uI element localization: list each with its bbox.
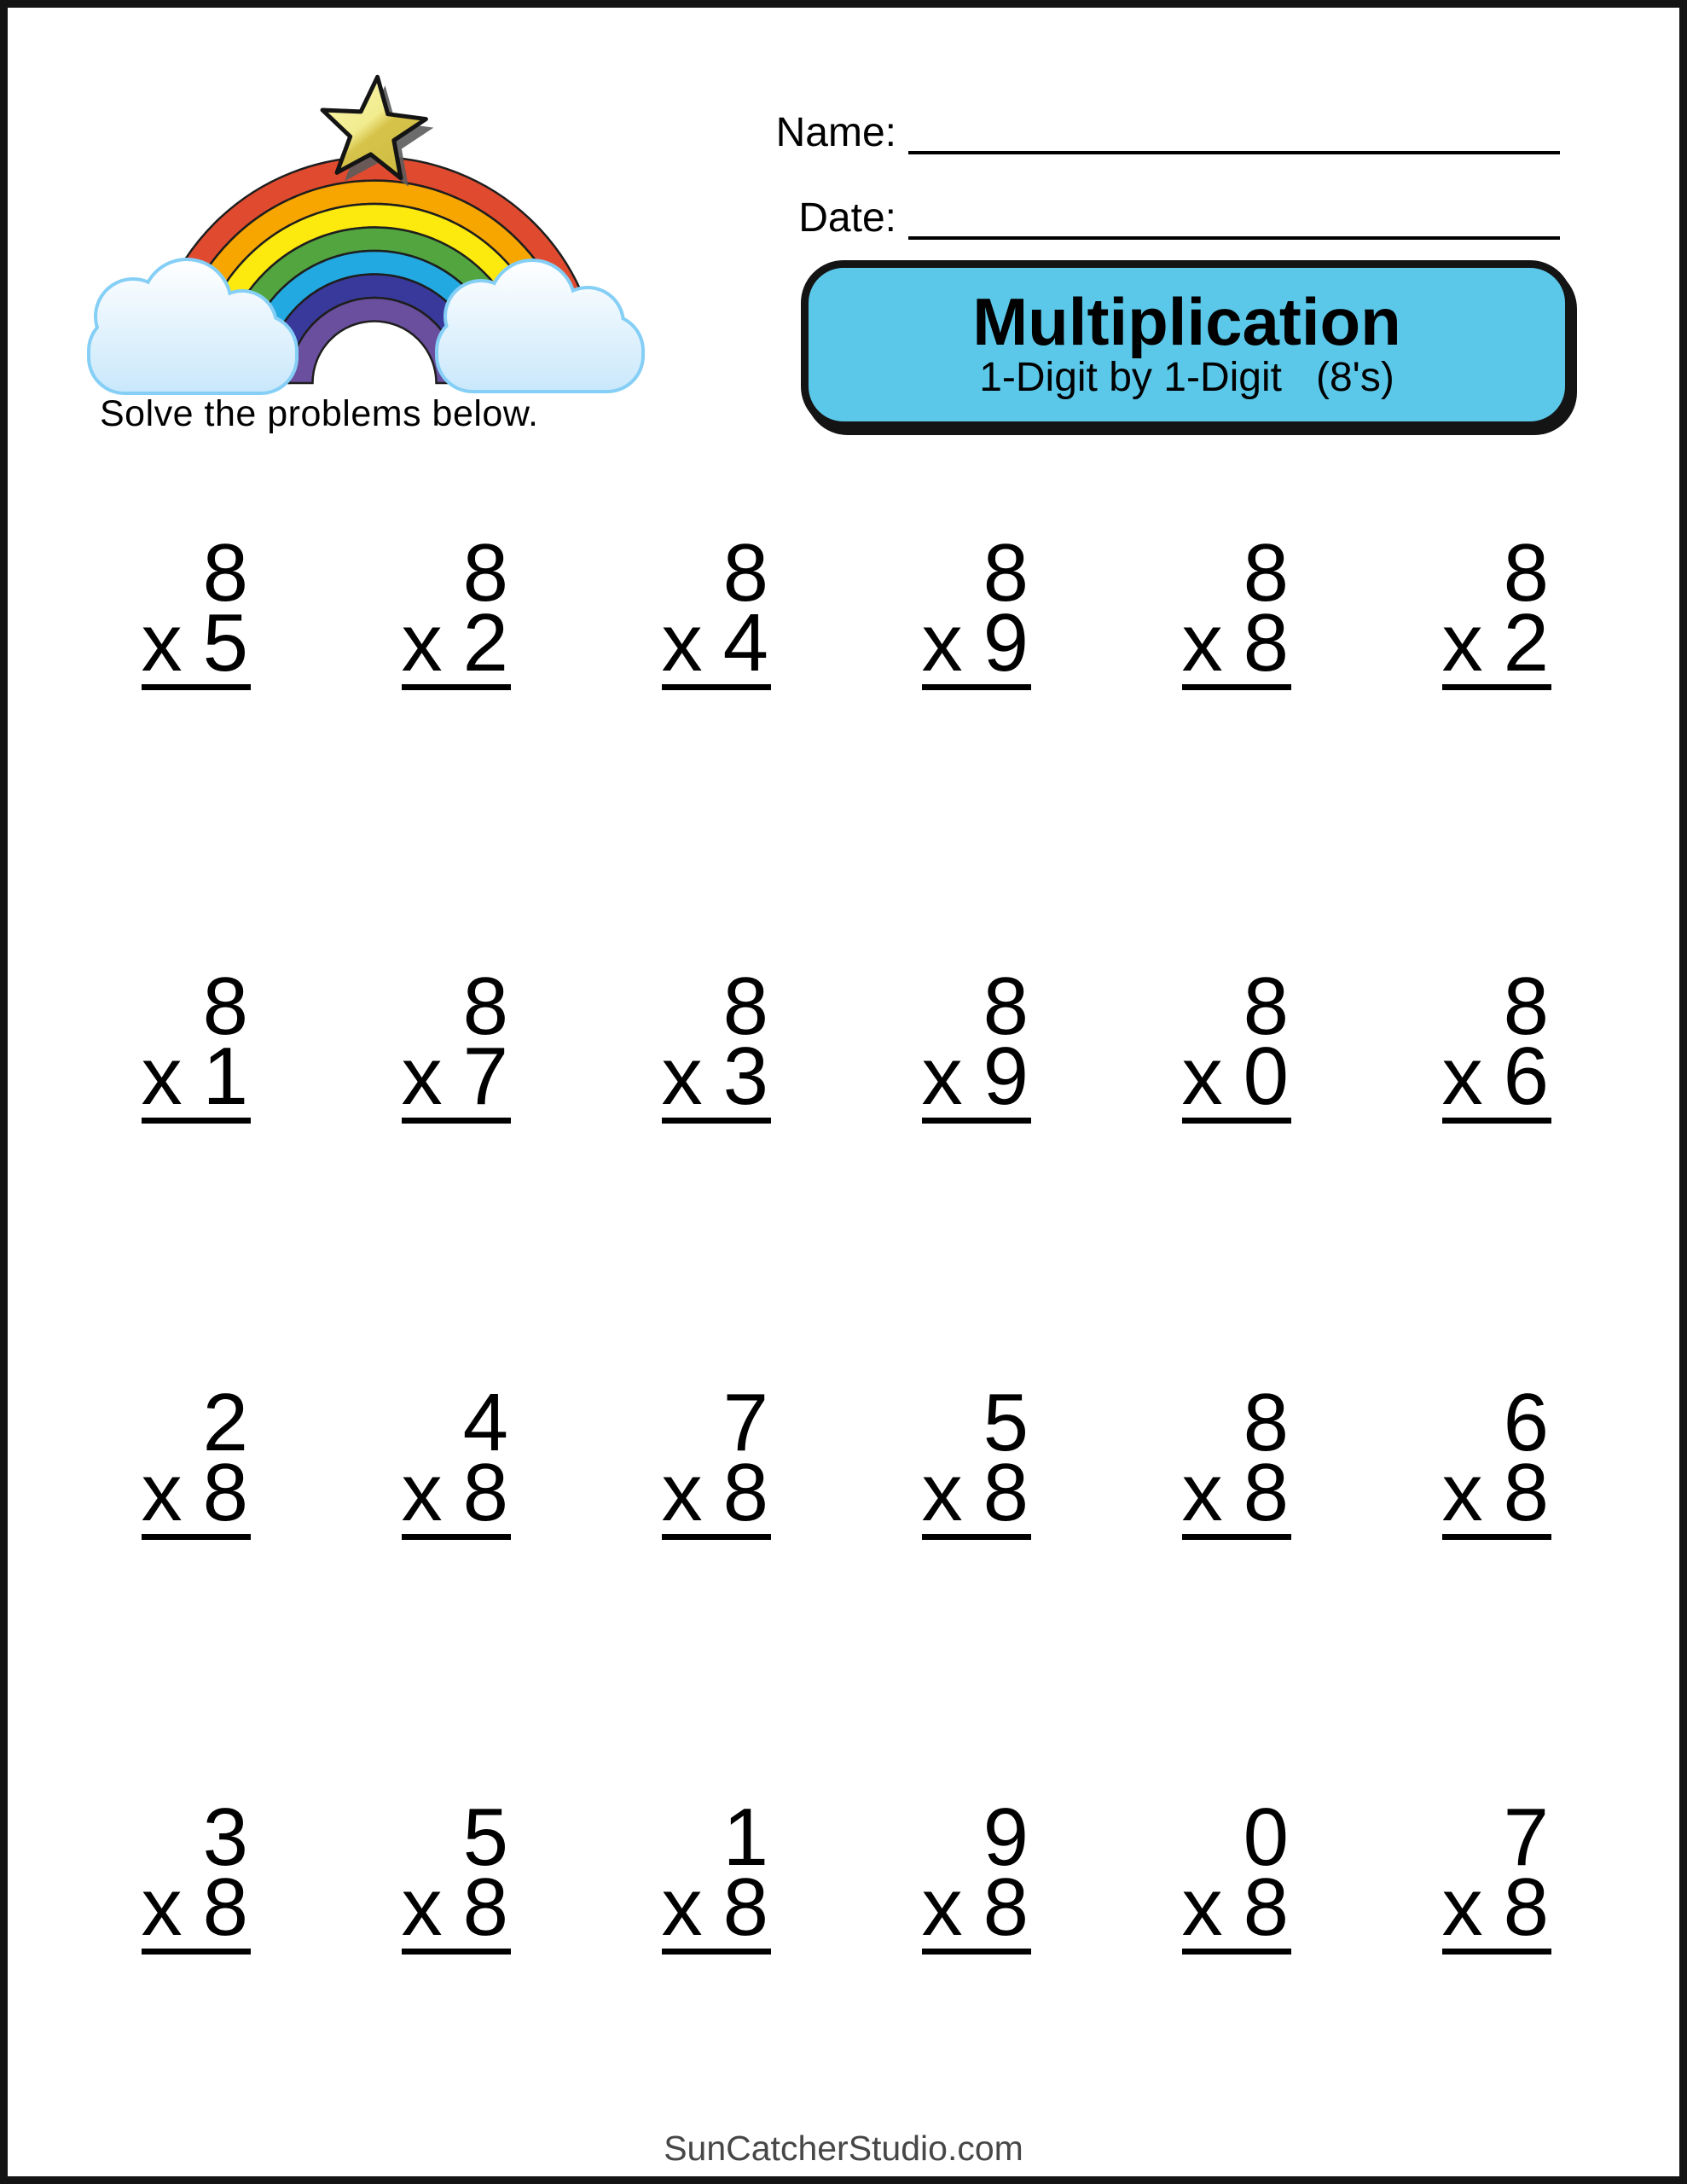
multiplier-line — [1181, 596, 1291, 688]
multiply-operator: x — [1441, 1861, 1483, 1953]
multiplier: 8 — [983, 1446, 1029, 1538]
answer-space[interactable] — [1442, 1955, 1551, 2048]
answer-space[interactable] — [662, 1955, 771, 2048]
multiplier-line — [1181, 1446, 1291, 1538]
problem-cell — [400, 1792, 562, 2048]
cloud-right-icon — [438, 262, 641, 390]
answer-space[interactable] — [142, 1124, 251, 1217]
multiplier: 9 — [983, 596, 1029, 688]
answer-space[interactable] — [662, 1540, 771, 1634]
multiplication-problem — [1441, 1792, 1551, 2048]
rainbow-graphic — [80, 61, 660, 402]
answer-space[interactable] — [402, 690, 511, 784]
problem-row — [140, 1792, 1603, 2048]
answer-space[interactable] — [142, 1540, 251, 1634]
problem-cell — [660, 1377, 822, 1634]
answer-space[interactable] — [142, 1955, 251, 2048]
multiplicand: 3 — [202, 1792, 248, 1883]
multiplier: 8 — [1503, 1446, 1549, 1538]
multiplier: 8 — [462, 1446, 508, 1538]
multiplier: 9 — [983, 1030, 1029, 1122]
answer-space[interactable] — [1182, 1124, 1291, 1217]
multiplication-problem — [1181, 1377, 1291, 1634]
answer-space[interactable] — [1182, 690, 1291, 784]
multiplication-problem — [1441, 1377, 1551, 1634]
multiply-operator: x — [1181, 1030, 1223, 1122]
multiplier: 8 — [983, 1861, 1029, 1953]
multiply-operator: x — [401, 1446, 443, 1538]
multiplication-problem — [921, 1792, 1031, 2048]
problem-cell — [1180, 1792, 1342, 2048]
date-label: Date: — [798, 195, 896, 241]
multiplier-line — [921, 1446, 1031, 1538]
multiplicand: 8 — [1243, 527, 1289, 619]
multiplier-line — [141, 596, 251, 688]
multiply-operator: x — [921, 1030, 963, 1122]
multiply-operator: x — [401, 1030, 443, 1122]
problem-cell — [1441, 527, 1603, 784]
worksheet-subtitle: 1-Digit by 1-Digit (8's) — [979, 355, 1394, 401]
multiplicand: 8 — [1503, 961, 1549, 1052]
multiplicand: 9 — [983, 1792, 1029, 1883]
multiply-operator: x — [661, 1861, 703, 1953]
multiplicand: 0 — [1243, 1792, 1289, 1883]
multiplier-line — [401, 1861, 511, 1953]
answer-space[interactable] — [1442, 690, 1551, 784]
multiply-operator: x — [1181, 596, 1223, 688]
multiplication-problem — [401, 1377, 511, 1634]
multiplier-line — [921, 1030, 1031, 1122]
multiply-operator: x — [1441, 1446, 1483, 1538]
date-field-row — [775, 194, 1560, 240]
multiply-operator: x — [401, 1861, 443, 1953]
name-line[interactable] — [908, 113, 1560, 154]
multiplier-line — [141, 1446, 251, 1538]
footer-site-credit: SunCatcherStudio.com — [664, 2129, 1023, 2168]
multiplication-problem — [401, 961, 511, 1217]
problem-cell — [920, 527, 1082, 784]
answer-space[interactable] — [402, 1540, 511, 1634]
multiplication-problem — [661, 961, 771, 1217]
multiplier: 7 — [462, 1030, 508, 1122]
multiplication-problem — [921, 527, 1031, 784]
name-label: Name: — [775, 109, 896, 155]
multiplier: 6 — [1503, 1030, 1549, 1122]
date-line[interactable] — [908, 199, 1560, 240]
multiplier-line — [1441, 596, 1551, 688]
multiplier-line — [661, 1030, 771, 1122]
answer-space[interactable] — [1442, 1124, 1551, 1217]
problem-cell — [400, 527, 562, 784]
multiplicand: 8 — [462, 961, 508, 1052]
multiplicand: 8 — [1243, 1377, 1289, 1468]
multiplier-line — [401, 596, 511, 688]
multiplier-line — [661, 1861, 771, 1953]
answer-space[interactable] — [1182, 1540, 1291, 1634]
multiply-operator: x — [661, 1446, 703, 1538]
problem-row — [140, 527, 1603, 784]
multiplicand: 5 — [983, 1377, 1029, 1468]
multiplicand: 8 — [202, 527, 248, 619]
answer-space[interactable] — [922, 1955, 1031, 2048]
multiplication-problem — [401, 1792, 511, 2048]
multiplication-problem — [1441, 527, 1551, 784]
multiplier-line — [141, 1861, 251, 1953]
problem-cell — [400, 1377, 562, 1634]
multiplicand: 8 — [722, 961, 768, 1052]
answer-space[interactable] — [402, 1124, 511, 1217]
multiplicand: 8 — [462, 527, 508, 619]
multiply-operator: x — [401, 596, 443, 688]
multiply-operator: x — [141, 1861, 183, 1953]
problem-cell — [140, 1792, 302, 2048]
problem-cell — [140, 1377, 302, 1634]
student-fields — [775, 108, 1560, 279]
multiplier: 8 — [202, 1446, 248, 1538]
problem-cell — [660, 961, 822, 1217]
multiplicand: 8 — [1243, 961, 1289, 1052]
multiplier: 8 — [1243, 1446, 1289, 1538]
multiplier: 8 — [1243, 1861, 1289, 1953]
multiplicand: 8 — [1503, 527, 1549, 619]
problem-cell — [660, 1792, 822, 2048]
answer-space[interactable] — [402, 1955, 511, 2048]
multiplier: 0 — [1243, 1030, 1289, 1122]
multiplication-problem — [661, 527, 771, 784]
multiply-operator: x — [661, 1030, 703, 1122]
multiplier: 8 — [462, 1861, 508, 1953]
answer-space[interactable] — [662, 1124, 771, 1217]
multiply-operator: x — [921, 1861, 963, 1953]
multiplication-problem — [1181, 961, 1291, 1217]
multiplicand: 2 — [202, 1377, 248, 1468]
multiplier-line — [921, 1861, 1031, 1953]
multiplication-problem — [921, 961, 1031, 1217]
multiplier-line — [1441, 1446, 1551, 1538]
multiply-operator: x — [141, 1446, 183, 1538]
multiplication-problem — [661, 1377, 771, 1634]
problem-cell — [400, 961, 562, 1217]
title-box — [801, 260, 1573, 429]
multiplicand: 1 — [722, 1792, 768, 1883]
multiply-operator: x — [1441, 1030, 1483, 1122]
multiplier-line — [661, 1446, 771, 1538]
multiply-operator: x — [1181, 1446, 1223, 1538]
multiplier: 8 — [722, 1861, 768, 1953]
answer-space[interactable] — [662, 690, 771, 784]
problem-cell — [140, 961, 302, 1217]
multiplication-problem — [401, 527, 511, 784]
multiply-operator: x — [141, 596, 183, 688]
problem-row — [140, 961, 1603, 1217]
multiplication-problem — [1181, 527, 1291, 784]
multiplier: 4 — [722, 596, 768, 688]
multiplication-problem — [1441, 961, 1551, 1217]
multiplier: 1 — [202, 1030, 248, 1122]
problem-cell — [920, 961, 1082, 1217]
multiplier-line — [1181, 1030, 1291, 1122]
multiplier: 2 — [1503, 596, 1549, 688]
multiplicand: 7 — [722, 1377, 768, 1468]
problem-cell — [1180, 961, 1342, 1217]
answer-space[interactable] — [142, 690, 251, 784]
multiplier: 2 — [462, 596, 508, 688]
multiply-operator: x — [921, 596, 963, 688]
answer-space[interactable] — [922, 1124, 1031, 1217]
multiplier-line — [661, 596, 771, 688]
multiplier-line — [141, 1030, 251, 1122]
answer-space[interactable] — [922, 1540, 1031, 1634]
problem-cell — [1180, 527, 1342, 784]
problem-cell — [920, 1792, 1082, 2048]
problem-row — [140, 1377, 1603, 1634]
problem-cell — [1441, 1377, 1603, 1634]
multiply-operator: x — [661, 596, 703, 688]
multiplier-line — [1181, 1861, 1291, 1953]
name-field-row — [775, 108, 1560, 154]
problem-cell — [660, 527, 822, 784]
answer-space[interactable] — [1442, 1540, 1551, 1634]
multiplication-problem — [141, 527, 251, 784]
multiplicand: 8 — [722, 527, 768, 619]
answer-space[interactable] — [1182, 1955, 1291, 2048]
multiply-operator: x — [141, 1030, 183, 1122]
problem-cell — [140, 527, 302, 784]
multiplier-line — [921, 596, 1031, 688]
multiplication-problem — [141, 961, 251, 1217]
multiply-operator: x — [1181, 1861, 1223, 1953]
multiplicand: 8 — [202, 961, 248, 1052]
multiplier-line — [401, 1446, 511, 1538]
multiplicand: 8 — [983, 961, 1029, 1052]
multiplier: 8 — [722, 1446, 768, 1538]
multiplicand: 5 — [462, 1792, 508, 1883]
multiplication-problem — [141, 1377, 251, 1634]
multiplicand: 8 — [983, 527, 1029, 619]
answer-space[interactable] — [922, 690, 1031, 784]
multiplier: 8 — [202, 1861, 248, 1953]
worksheet-title: Multiplication — [972, 283, 1401, 359]
multiply-operator: x — [921, 1446, 963, 1538]
problem-cell — [1441, 1792, 1603, 2048]
problem-cell — [1441, 961, 1603, 1217]
multiplication-problem — [1181, 1792, 1291, 2048]
multiplier-line — [1441, 1861, 1551, 1953]
multiplier: 8 — [1503, 1861, 1549, 1953]
multiplier-line — [401, 1030, 511, 1122]
multiplier: 5 — [202, 596, 248, 688]
multiplier: 3 — [722, 1030, 768, 1122]
multiplication-problem — [661, 1792, 771, 2048]
multiplication-problem — [921, 1377, 1031, 1634]
multiplicand: 4 — [462, 1377, 508, 1468]
multiplicand: 6 — [1503, 1377, 1549, 1468]
multiplicand: 7 — [1503, 1792, 1549, 1883]
multiplier: 8 — [1243, 596, 1289, 688]
multiplication-problem — [141, 1792, 251, 2048]
multiplier-line — [1441, 1030, 1551, 1122]
instruction-text: Solve the problems below. — [100, 393, 539, 434]
problem-cell — [1180, 1377, 1342, 1634]
multiply-operator: x — [1441, 596, 1483, 688]
problem-cell — [920, 1377, 1082, 1634]
